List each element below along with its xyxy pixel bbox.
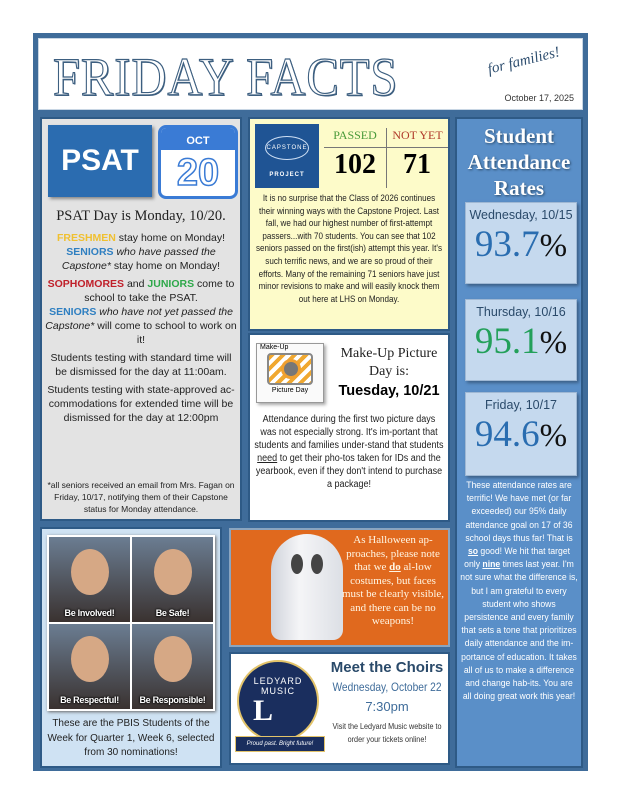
attendance-text-box	[460, 479, 578, 703]
ghost-icon	[271, 534, 343, 640]
emphasis: nine	[482, 559, 501, 571]
photo-caption: Be Respectful!	[60, 695, 119, 705]
logo-motto: Proud past. Bright future!	[235, 736, 325, 752]
capstone-text: It is no surprise that the Class of 2026 continues their winning ways with the Capstone Project. Last fall, we had our highest number of first-attempt passers...with 70 students. You can see that 102 seniors passed on the first(ish) attempt this year. It's such terrific news, and we are so proud of their efforts. Many of the remaining 71 seniors have just minor revisions to make and will easily knock them out here at LHS on Monday.	[255, 193, 442, 305]
choirs-date-box	[325, 679, 449, 695]
makeup-picture-panel	[248, 333, 450, 522]
camera-caption: Picture Day	[271, 387, 309, 394]
student-photo	[132, 624, 213, 709]
emphasis: need	[257, 453, 278, 464]
pbis-photo-grid	[47, 535, 215, 711]
choirs-time: 7:30pm	[365, 699, 409, 714]
sophomores-label: SOPHOMORES	[47, 278, 125, 290]
capstone-logo-caption: PROJECT	[269, 172, 305, 178]
text: who have not yet passed the Capstone*	[45, 306, 233, 332]
choirs-title: Meet the Choirs	[330, 659, 444, 676]
not-yet-count: 71	[403, 149, 431, 180]
psat-heading: PSAT Day is Monday, 10/20.	[56, 208, 226, 224]
logo-text: LEDYARD	[253, 676, 303, 686]
text: Attendance during the first two picture days was not especially strong. It's im-portant that students and families under-stand that students	[254, 414, 444, 451]
camera-icon	[256, 343, 324, 403]
not-yet-label: NOT YET	[386, 128, 448, 188]
logo-letter: L	[253, 694, 274, 727]
attendance-day: Thursday, 10/16	[476, 305, 566, 319]
issue-date: October 17, 2025	[504, 93, 574, 103]
text: to get their pho-tos taken for IDs and the yearbook, even if they don't intend to purchase a package!	[255, 453, 443, 490]
freshmen-label: FRESHMEN	[56, 232, 116, 244]
percent-sign: %	[539, 228, 568, 264]
logo-text: MUSIC	[261, 686, 295, 696]
text: come to school to take the PSAT.	[84, 278, 235, 304]
passed-label: PASSED	[333, 128, 377, 142]
emphasis: so	[467, 546, 479, 558]
extended-time-text: Students testing with state-approved ac-commodations for extended time will be dismissed for the day at 12:00pm	[47, 384, 235, 424]
choirs-date: Wednesday, October 22	[332, 680, 442, 694]
attendance-panel	[455, 117, 583, 768]
attendance-value: 94.6	[474, 414, 540, 455]
juniors-label: JUNIORS	[147, 278, 195, 290]
attendance-value: 95.1	[474, 321, 540, 362]
choirs-text-box	[325, 720, 449, 745]
student-photo	[132, 537, 213, 622]
capstone-text-box	[254, 193, 444, 306]
camera-caption: Make-Up	[260, 344, 289, 351]
psat-panel	[40, 117, 242, 521]
seniors-label: SENIORS	[66, 246, 114, 258]
masthead	[38, 38, 583, 110]
text: al-low costumes, but faces must be clearly visible, and there can be no weapons!	[341, 561, 445, 627]
makeup-heading: Make-Up Picture Day is:	[340, 346, 438, 379]
calendar-month: OCT	[161, 128, 235, 150]
psat-details	[45, 231, 237, 429]
attendance-box	[465, 392, 577, 476]
percent-sign: %	[539, 325, 568, 361]
seniors-label: SENIORS	[49, 306, 97, 318]
student-photo	[49, 624, 130, 709]
text: stay home on Monday!	[115, 232, 226, 244]
attendance-text	[460, 479, 578, 703]
choirs-panel	[229, 652, 450, 765]
attendance-day: Wednesday, 10/15	[469, 208, 573, 222]
text: good! We hit that target only	[464, 546, 571, 571]
attendance-day: Friday, 10/17	[484, 398, 558, 412]
emphasis: do	[389, 561, 401, 573]
pbis-panel	[40, 527, 222, 768]
attendance-box	[465, 202, 577, 284]
text: These attendance rates are terrific! We have met (or far exceeded) our 95% daily attendance goal on 17 of 36 school days thus far! That is	[465, 480, 573, 544]
calendar-icon	[158, 125, 238, 199]
text: who have passed the Capstone*	[61, 246, 216, 272]
makeup-date: Tuesday, 10/21	[338, 383, 440, 399]
photo-caption: Be Safe!	[155, 608, 190, 618]
photo-caption: Be Involved!	[64, 608, 115, 618]
standard-time-text: Students testing with standard time will be dismissed for the day at 11:00am.	[50, 352, 232, 378]
makeup-text	[254, 413, 444, 491]
halloween-panel	[229, 528, 450, 647]
capstone-logo	[255, 124, 319, 188]
photo-caption: Be Responsible!	[139, 695, 206, 705]
text: As Halloween ap-proaches, please note that we	[346, 534, 440, 573]
attendance-value: 93.7	[474, 224, 540, 265]
capstone-results-table	[324, 125, 448, 187]
pbis-text: These are the PBIS Students of the Week for Quarter 1, Week 6, selected from 30 nominations!	[47, 718, 215, 758]
newsletter-title: FRIDAY FACTS	[53, 47, 399, 107]
text: will come to school to work on it!	[94, 320, 237, 346]
student-photo	[49, 537, 130, 622]
calendar-day: 20	[176, 152, 220, 194]
text: and	[124, 278, 148, 290]
halloween-text	[339, 534, 447, 629]
psat-logo: PSAT	[48, 125, 152, 197]
passed-count: 102	[334, 149, 376, 180]
makeup-text-box	[254, 413, 444, 491]
capstone-logo-text: CAPSTONE	[265, 136, 309, 160]
ledyard-music-logo	[237, 660, 319, 742]
tagline: for families!	[486, 44, 562, 78]
table-divider	[324, 147, 448, 148]
text: stay home on Monday!	[110, 260, 221, 272]
capstone-panel	[248, 117, 450, 331]
text: times last year. I'm not sure what the difference is, but I am grateful to every student who shows persistence and every family that sets a tone that prioritizes daily attendance and the im-portance of education. It takes all of us to make a difference and change hab-its. You are all doing great work this year!	[460, 559, 578, 703]
choirs-text: Visit the Ledyard Music website to order your tickets online!	[332, 721, 442, 744]
psat-footnote: *all seniors received an email from Mrs. Fagan on Friday, 10/17, notifying them of their Capstone status for Monday attendance.	[47, 480, 235, 514]
percent-sign: %	[539, 418, 568, 454]
attendance-box	[465, 299, 577, 381]
attendance-title: Student Attendance Rates	[467, 124, 571, 200]
psat-content	[45, 207, 237, 515]
